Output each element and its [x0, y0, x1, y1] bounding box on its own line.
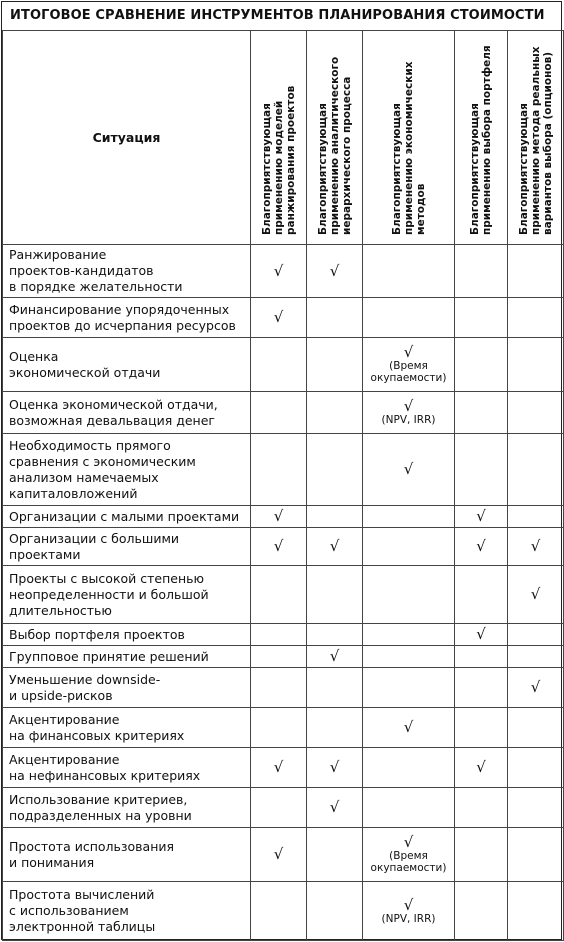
situation-cell: Организации с малыми проектами [3, 506, 251, 528]
mark-cell [455, 245, 508, 298]
mark-cell [307, 338, 363, 392]
mark-cell [307, 392, 363, 434]
check-mark-icon: √ [403, 833, 414, 851]
check-mark-icon: √ [273, 261, 284, 280]
check-mark-icon: √ [530, 537, 541, 555]
comparison-table [2, 30, 564, 941]
mark-cell [455, 624, 508, 646]
table-row [3, 748, 564, 788]
check-mark-icon: √ [476, 625, 486, 643]
check-mark-icon: √ [403, 718, 414, 736]
mark-cell [455, 708, 508, 748]
mark-cell [455, 788, 508, 828]
situation-cell: Необходимость прямого сравнения с экономическим анализом намечаемых капиталовложений [3, 434, 251, 506]
check-mark-icon: √ [329, 647, 340, 665]
check-mark-icon: √ [273, 537, 284, 555]
mark-cell [307, 748, 363, 788]
method-note: (Время окупаемости) [370, 360, 447, 384]
check-mark-icon: √ [476, 537, 486, 555]
mark-cell [363, 882, 455, 941]
mark-cell [508, 506, 564, 528]
check-mark-icon: √ [476, 758, 486, 776]
table-row [3, 298, 564, 338]
mark-cell [455, 434, 508, 506]
mark-cell [251, 528, 307, 566]
mark-cell [363, 708, 455, 748]
method-note: (NPV, IRR) [381, 414, 436, 426]
mark-cell [363, 434, 455, 506]
situation-cell: Оценка экономической отдачи [3, 338, 251, 392]
header-ahp [307, 31, 363, 245]
mark-cell [363, 828, 455, 882]
mark-cell [363, 298, 455, 338]
mark-cell [363, 646, 455, 668]
check-mark-icon: √ [403, 343, 414, 361]
situation-cell: Групповое принятие решений [3, 646, 251, 668]
mark-cell [251, 298, 307, 338]
mark-cell [508, 748, 564, 788]
table-row [3, 646, 564, 668]
mark-cell [508, 298, 564, 338]
mark-cell [455, 298, 508, 338]
mark-cell [363, 788, 455, 828]
check-mark-icon: √ [329, 798, 340, 816]
table-row [3, 788, 564, 828]
table-row [3, 528, 564, 566]
table-row [3, 882, 564, 941]
mark-cell [363, 506, 455, 528]
comparison-table-frame [1, 1, 562, 940]
mark-cell [508, 392, 564, 434]
header-ranking-models [251, 31, 307, 245]
situation-cell: Организации с большими проектами [3, 528, 251, 566]
mark-cell [508, 566, 564, 624]
mark-cell [307, 624, 363, 646]
mark-cell [307, 506, 363, 528]
mark-cell [307, 566, 363, 624]
mark-cell [251, 668, 307, 708]
header-ranking-models-label: Благоприятствующая применению моделей ранжирования проектов [260, 85, 297, 235]
situation-cell: Использование критериев, подразделенных на уровни [3, 788, 251, 828]
situation-cell: Выбор портфеля проектов [3, 624, 251, 646]
check-mark-icon: √ [530, 678, 541, 696]
mark-cell [455, 748, 508, 788]
check-mark-icon: √ [273, 507, 284, 525]
mark-cell [251, 392, 307, 434]
mark-cell [363, 338, 455, 392]
situation-cell: Акцентирование на нефинансовых критериях [3, 748, 251, 788]
mark-cell [251, 748, 307, 788]
table-row [3, 566, 564, 624]
mark-cell [363, 566, 455, 624]
mark-cell [251, 882, 307, 941]
situation-cell: Оценка экономической отдачи, возможная девальвация денег [3, 392, 251, 434]
mark-cell [455, 528, 508, 566]
mark-cell [307, 668, 363, 708]
check-mark-icon: √ [273, 308, 284, 326]
mark-cell [363, 668, 455, 708]
header-ahp-label: Благоприятствующая применению аналитического иерархического процесса [316, 56, 353, 235]
mark-cell [363, 392, 455, 434]
method-note: (Время окупаемости) [370, 850, 447, 874]
mark-cell [508, 434, 564, 506]
mark-cell [455, 566, 508, 624]
check-mark-icon: √ [403, 460, 414, 478]
mark-cell [455, 392, 508, 434]
mark-cell [307, 882, 363, 941]
mark-cell [455, 882, 508, 941]
check-mark-icon: √ [403, 895, 414, 914]
table-row [3, 828, 564, 882]
table-row [3, 434, 564, 506]
mark-cell [307, 646, 363, 668]
mark-cell [508, 882, 564, 941]
mark-cell [251, 828, 307, 882]
mark-cell [508, 245, 564, 298]
header-portfolio-label: Благоприятствующая применению выбора портфеля [469, 44, 493, 235]
mark-cell [363, 624, 455, 646]
check-mark-icon: √ [329, 758, 340, 776]
table-row [3, 392, 564, 434]
situation-header: Ситуация [3, 31, 251, 245]
check-mark-icon: √ [476, 507, 486, 525]
table-row [3, 506, 564, 528]
check-mark-icon: √ [403, 397, 414, 415]
mark-cell [251, 338, 307, 392]
header-economic-methods-label: Благоприятствующая применению экономических методов [390, 61, 427, 235]
check-mark-icon: √ [329, 537, 340, 555]
table-row [3, 624, 564, 646]
mark-cell [508, 828, 564, 882]
mark-cell [307, 298, 363, 338]
table-title: ИТОГОВОЕ СРАВНЕНИЕ ИНСТРУМЕНТОВ ПЛАНИРОВАНИЯ СТОИМОСТИ [2, 2, 561, 31]
situation-cell: Проекты с высокой степенью неопределенности и большой длительностью [3, 566, 251, 624]
header-portfolio [455, 31, 508, 245]
mark-cell [508, 624, 564, 646]
mark-cell [455, 668, 508, 708]
mark-cell [363, 245, 455, 298]
mark-cell [508, 708, 564, 748]
mark-cell [508, 788, 564, 828]
mark-cell [251, 566, 307, 624]
header-real-options [508, 31, 564, 245]
mark-cell [307, 708, 363, 748]
mark-cell [455, 646, 508, 668]
mark-cell [307, 245, 363, 298]
situation-cell: Уменьшение downside- и upside-рисков [3, 668, 251, 708]
mark-cell [363, 748, 455, 788]
mark-cell [307, 828, 363, 882]
mark-cell [251, 646, 307, 668]
mark-cell [307, 528, 363, 566]
mark-cell [363, 528, 455, 566]
mark-cell [508, 646, 564, 668]
situation-cell: Простота вычислений с использованием электронной таблицы [3, 882, 251, 941]
check-mark-icon: √ [273, 845, 284, 863]
check-mark-icon: √ [530, 585, 541, 603]
situation-cell: Акцентирование на финансовых критериях [3, 708, 251, 748]
mark-cell [455, 338, 508, 392]
mark-cell [251, 506, 307, 528]
header-row [3, 31, 564, 245]
table-row [3, 338, 564, 392]
mark-cell [251, 434, 307, 506]
mark-cell [251, 245, 307, 298]
table-row [3, 708, 564, 748]
mark-cell [251, 708, 307, 748]
mark-cell [307, 434, 363, 506]
mark-cell [508, 528, 564, 566]
table-row [3, 245, 564, 298]
header-real-options-label: Благоприятствующая применению метода реальных вариантов выбора (опционов) [517, 46, 554, 235]
mark-cell [307, 788, 363, 828]
situation-cell: Простота использования и понимания [3, 828, 251, 882]
check-mark-icon: √ [273, 758, 284, 776]
mark-cell [455, 828, 508, 882]
method-note: (NPV, IRR) [381, 912, 436, 925]
table-row [3, 668, 564, 708]
situation-cell: Ранжирование проектов-кандидатов в порядке желательности [3, 245, 251, 298]
mark-cell [508, 338, 564, 392]
check-mark-icon: √ [329, 261, 340, 280]
header-economic-methods [363, 31, 455, 245]
mark-cell [251, 624, 307, 646]
mark-cell [508, 668, 564, 708]
mark-cell [251, 788, 307, 828]
mark-cell [455, 506, 508, 528]
situation-cell: Финансирование упорядоченных проектов до исчерпания ресурсов [3, 298, 251, 338]
